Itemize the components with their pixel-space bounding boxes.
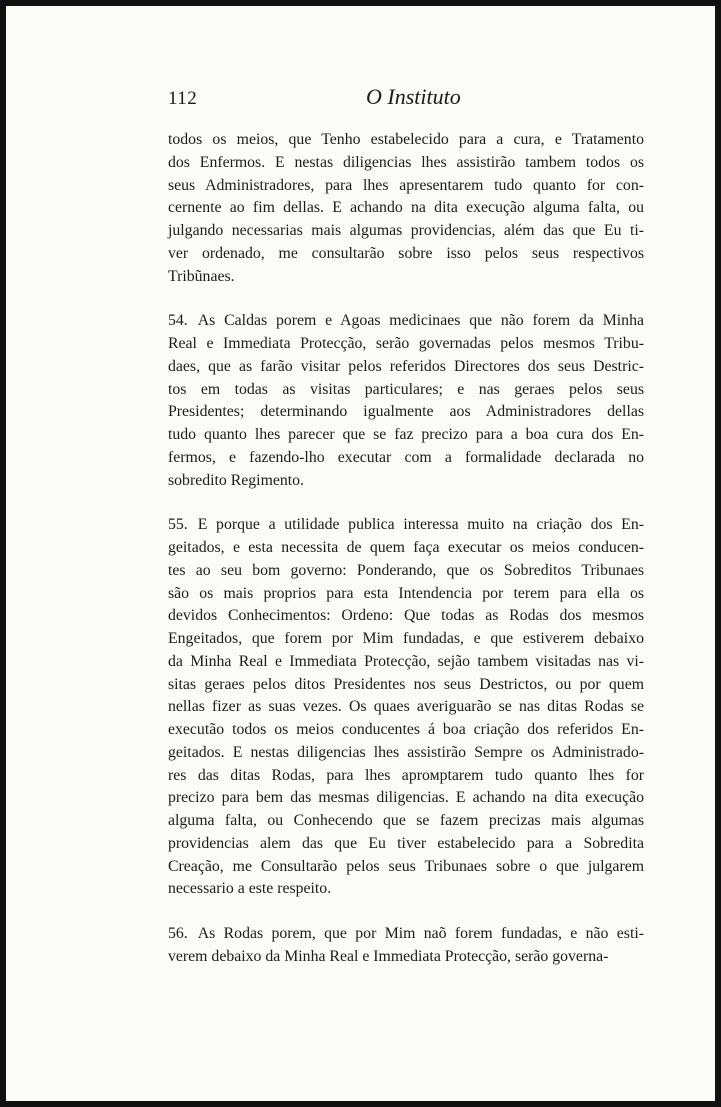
- line-text: Presidentes; determinando igualmente aos Administradores dellas: [168, 403, 644, 421]
- text-line: [168, 833, 644, 856]
- line-text: devidos Conhecimentos: Ordeno: Que todas as Rodas dos mesmos: [168, 607, 644, 625]
- paragraph-number: 54.: [168, 312, 188, 330]
- text-line: [168, 696, 644, 719]
- text-line: [168, 310, 644, 333]
- line-text: Engeitados, que forem por Mim fundadas, e que estiverem debaixo: [168, 630, 644, 647]
- paragraph: [168, 923, 644, 969]
- line-text: res das ditas Rodas, para lhes aprомptarem tudo quanto lhes for: [168, 766, 644, 784]
- line-text: sitas geraes pelos ditos Presidentes nos seus Destrictos, ou por quem: [168, 675, 644, 693]
- text-line: [168, 856, 644, 879]
- paragraph: [168, 514, 644, 901]
- line-text: todos os meios, que Tenho estabelecido para a cura, e Tratamento: [168, 131, 644, 148]
- text-line: [168, 401, 644, 424]
- journal-title: O Instituto: [366, 84, 461, 109]
- line-text: As Caldas porem e Agoas medicinaes que não forem da Minha: [197, 312, 644, 330]
- text-body: [168, 129, 644, 969]
- text-line: [168, 266, 644, 289]
- text-line: [168, 333, 644, 356]
- paragraph: [168, 310, 644, 492]
- line-text: seus Administradores, para lhes apresentarem tudo quanto for con-: [168, 176, 644, 194]
- text-line: [168, 583, 644, 606]
- text-line: [168, 674, 644, 697]
- line-text: daes, que as farão visitar pelos referidos Directores dos seus Destric-: [168, 357, 644, 375]
- text-line: [168, 175, 644, 198]
- text-line: [168, 742, 644, 765]
- paragraph-number: 56.: [168, 925, 188, 942]
- line-text: nellas fizer as suas vezes. Os quaes averiguarão se nas ditas Rodas se: [168, 698, 644, 716]
- text-line: [168, 810, 644, 833]
- page-number: 112: [168, 88, 198, 109]
- text-line: [168, 379, 644, 402]
- line-text: dos Enfermos. E nestas diligencias lhes assistirão tambem todos os: [168, 153, 644, 171]
- text-line: [168, 514, 644, 537]
- text-line: [168, 129, 644, 152]
- paragraph-number: 55.: [168, 516, 188, 534]
- line-text: tos em todas as visitas particulares; e nas geraes pelos seus: [168, 380, 644, 398]
- line-text: Tribũnaes.: [168, 267, 235, 285]
- line-text: alguma falta, ou Conhecendo que se fazem precizas mais algumas: [168, 812, 644, 829]
- paragraph: [168, 129, 644, 288]
- line-text: são os mais proprios para esta Intendencia por terem para ella os: [168, 584, 644, 602]
- line-text: E porque a utilidade publica interessa muito na criação dos En-: [197, 516, 644, 534]
- running-head: [168, 84, 644, 114]
- text-line: [168, 946, 644, 969]
- line-text: Real e Immediata Protecção, serão governadas pelos mesmos Tribu-: [168, 335, 644, 352]
- text-line: [168, 424, 644, 447]
- line-text: geitados. E nestas diligencias lhes assistirão Sempre os Administrado-: [168, 743, 644, 761]
- line-text: da Minha Real e Immediata Protecção, sejão tambem visitadas nas vi-: [168, 652, 644, 670]
- line-text: fermos, e fazendo-lho executar com a formalidade declarada no: [168, 448, 644, 466]
- text-line: [168, 447, 644, 470]
- line-text: verem debaixo da Minha Real e Immediata Protecção, serão governa-: [168, 947, 609, 965]
- text-line: [168, 356, 644, 379]
- line-text: Creação, me Consultarão pelos seus Tribunaes sobre o que julgarem: [168, 857, 644, 875]
- line-text: tes ao seu bom governo: Ponderando, que os Sobreditos Tribunaes: [168, 561, 644, 579]
- text-line: [168, 197, 644, 220]
- line-text: precizo para bem das mesmas diligencias. E achando na dita execução: [168, 789, 644, 807]
- text-line: [168, 878, 644, 901]
- book-page: [6, 6, 715, 1101]
- text-line: [168, 787, 644, 810]
- text-line: [168, 651, 644, 674]
- text-line: [168, 470, 644, 493]
- text-line: [168, 243, 644, 266]
- line-text: geitados, e esta necessita de quem faça executar os meios conducen-: [168, 539, 644, 556]
- text-line: [168, 537, 644, 560]
- line-text: sobredito Regimento.: [168, 471, 305, 489]
- text-line: [168, 605, 644, 628]
- line-text: executão todos os meios conducentes á boa criação dos referidos En-: [168, 721, 644, 738]
- text-line: [168, 923, 644, 946]
- text-line: [168, 152, 644, 175]
- text-line: [168, 560, 644, 583]
- line-text: ver ordenado, me consultarão sobre isso pelos seus respectivos: [168, 244, 644, 262]
- line-text: necessario a este respeito.: [168, 880, 332, 898]
- text-line: [168, 220, 644, 243]
- text-line: [168, 765, 644, 788]
- line-text: julgando necessarias mais algumas providencias, além das que Eu ti-: [168, 222, 644, 239]
- line-text: cernente ao fim dellas. E achando na dita execução alguma falta, ou: [168, 199, 644, 217]
- line-text: providencias alem das que Eu tiver estabelecido para a Sobredita: [168, 834, 644, 852]
- text-line: [168, 719, 644, 742]
- text-line: [168, 628, 644, 651]
- line-text: tudo quanto lhes parecer que se faz precizo para a boa cura dos En-: [168, 426, 644, 443]
- line-text: As Rodas porem, que por Mim naõ forem fundadas, e não esti-: [197, 925, 644, 942]
